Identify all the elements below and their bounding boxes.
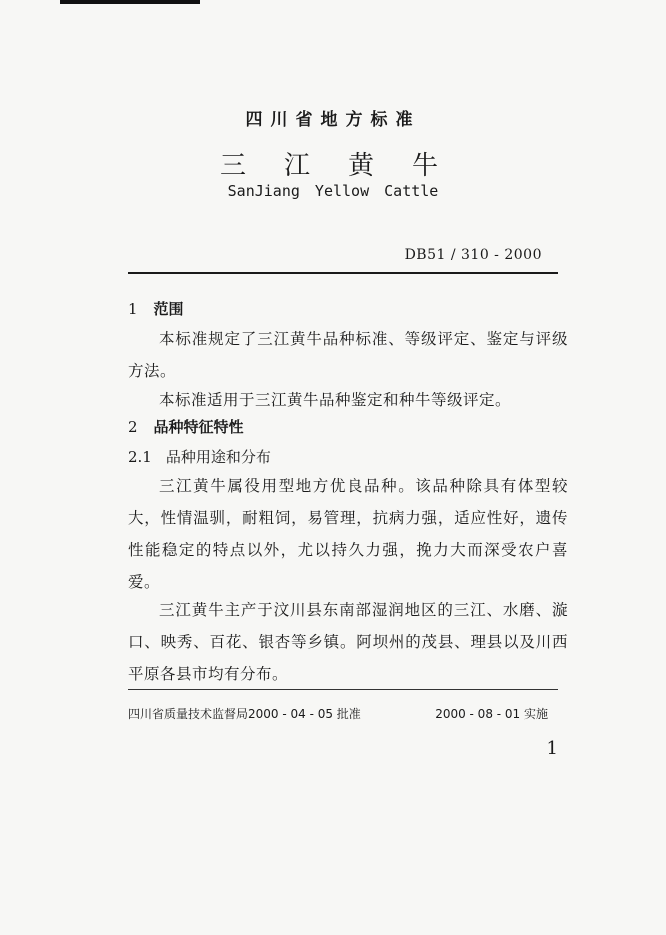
section-1-paragraph-1: 本标准规定了三江黄牛品种标准、等级评定、鉴定与评级方法。	[128, 330, 568, 380]
section-title: 品种特征特性	[153, 418, 244, 436]
section-2-heading	[128, 416, 244, 437]
issue-info: 四川省质量技术监督局2000 - 04 - 05 批准	[128, 707, 361, 721]
implementation-date: 2000 - 08 - 01 实施	[435, 707, 548, 721]
subsection-title: 品种用途和分布	[165, 448, 271, 466]
page-number: 1	[546, 738, 558, 759]
section-number: 1	[128, 300, 138, 318]
header-divider	[128, 272, 558, 274]
section-2-1-heading	[128, 446, 271, 467]
standard-code: DB51 / 310 - 2000	[404, 247, 542, 263]
section-title: 范围	[153, 300, 184, 318]
document-title-en: SanJiang Yellow Cattle	[227, 182, 439, 200]
standard-type: 四川省地方标准	[245, 110, 421, 130]
footer-divider	[128, 689, 558, 690]
section-1-paragraph-2: 本标准适用于三江黄牛品种鉴定和种牛等级评定。	[159, 391, 512, 409]
section-2-1-paragraph-1: 三江黄牛属役用型地方优良品种。该品种除具有体型较大，性情温驯，耐粗饲，易管理，抗病力强，适应性好，遗传性能稳定的特点以外，尤以持久力强，挽力大而深受农户喜爱。	[128, 477, 568, 591]
section-number: 2	[128, 418, 138, 436]
scan-edge-mark	[60, 0, 200, 4]
document-title-cn: 三江黄牛	[219, 151, 476, 181]
section-2-1-paragraph-2: 三江黄牛主产于汶川县东南部湿润地区的三江、水磨、漩口、映秀、百花、银杏等乡镇。阿坝州的茂县、理县以及川西平原各县市均有分布。	[128, 601, 568, 683]
section-1-heading	[128, 298, 184, 319]
subsection-number: 2.1	[128, 448, 152, 466]
